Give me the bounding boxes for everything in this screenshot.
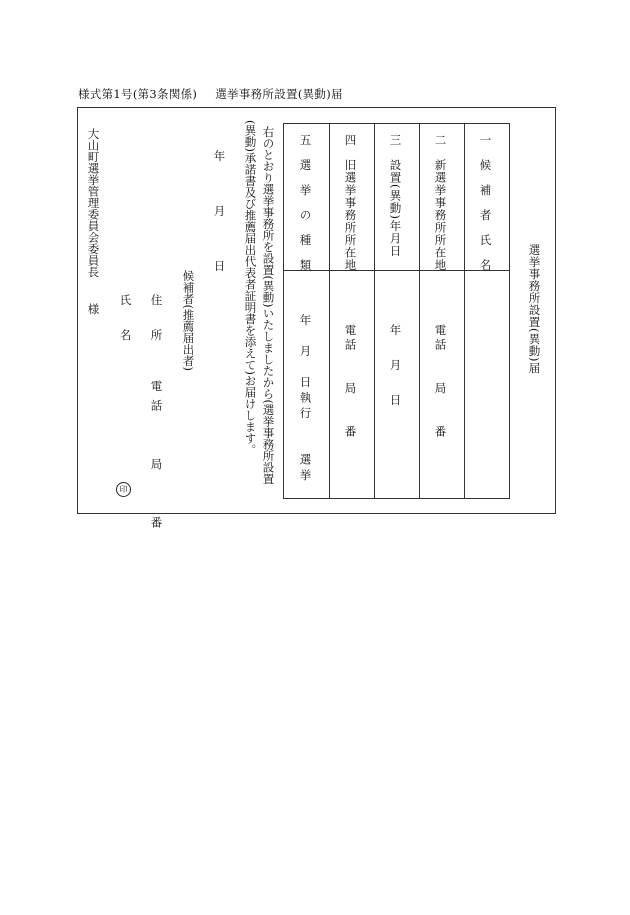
applicant-name-label: 氏 名 (118, 294, 133, 347)
table-divider (419, 124, 420, 498)
row-header-election-type: 五 選 挙 の 種 類 (298, 134, 313, 272)
declaration-line-2: (異動)承諾書及び推薦届出代表者証明書を添えて)お届けします。 (243, 120, 258, 456)
row-value-new-office-phone: 電話 局 番 (433, 324, 448, 440)
form-caption (78, 86, 343, 102)
declaration-line-1: 右のとおり選挙事務所を設置(異動)いたしましたから(選挙事務所設置 (261, 126, 276, 485)
table-divider (374, 124, 375, 498)
table-divider (329, 124, 330, 498)
row-header-candidate-name: 一 候 補 者 氏 名 (478, 134, 493, 272)
row-value-old-office-phone: 電話 局 番 (343, 324, 358, 440)
row-value-election-date: 年 月 日執行 選挙 (298, 314, 313, 485)
form-caption-title: 選挙事務所設置(異動)届 (215, 87, 343, 101)
row-header-old-office: 四 旧選挙事務所所在地 (343, 134, 358, 272)
seal-mark: 印 (116, 482, 131, 497)
info-table (283, 123, 510, 499)
table-divider (464, 124, 465, 498)
addressee-honorific: 様 (86, 303, 101, 315)
document-title: 選挙事務所設置(異動)届 (527, 244, 542, 374)
form-number: 様式第1号(第3条関係) (78, 87, 198, 101)
row-header-new-office: 二 新選挙事務所所在地 (433, 134, 448, 272)
table-header-divider (284, 270, 509, 271)
row-value-setup-date: 年 月 日 (388, 324, 403, 412)
applicant-phone-label: 電話 局 番 (149, 380, 164, 536)
date-line: 年 月 日 (212, 150, 227, 288)
row-header-setup-date: 三 設置(異動)年月日 (388, 134, 403, 258)
addressee-name: 大山町選挙管理委員会委員長 (86, 128, 101, 278)
applicant-address-label: 住 所 (149, 294, 164, 347)
applicant-role: 候補者(推薦届出者) (181, 270, 196, 371)
